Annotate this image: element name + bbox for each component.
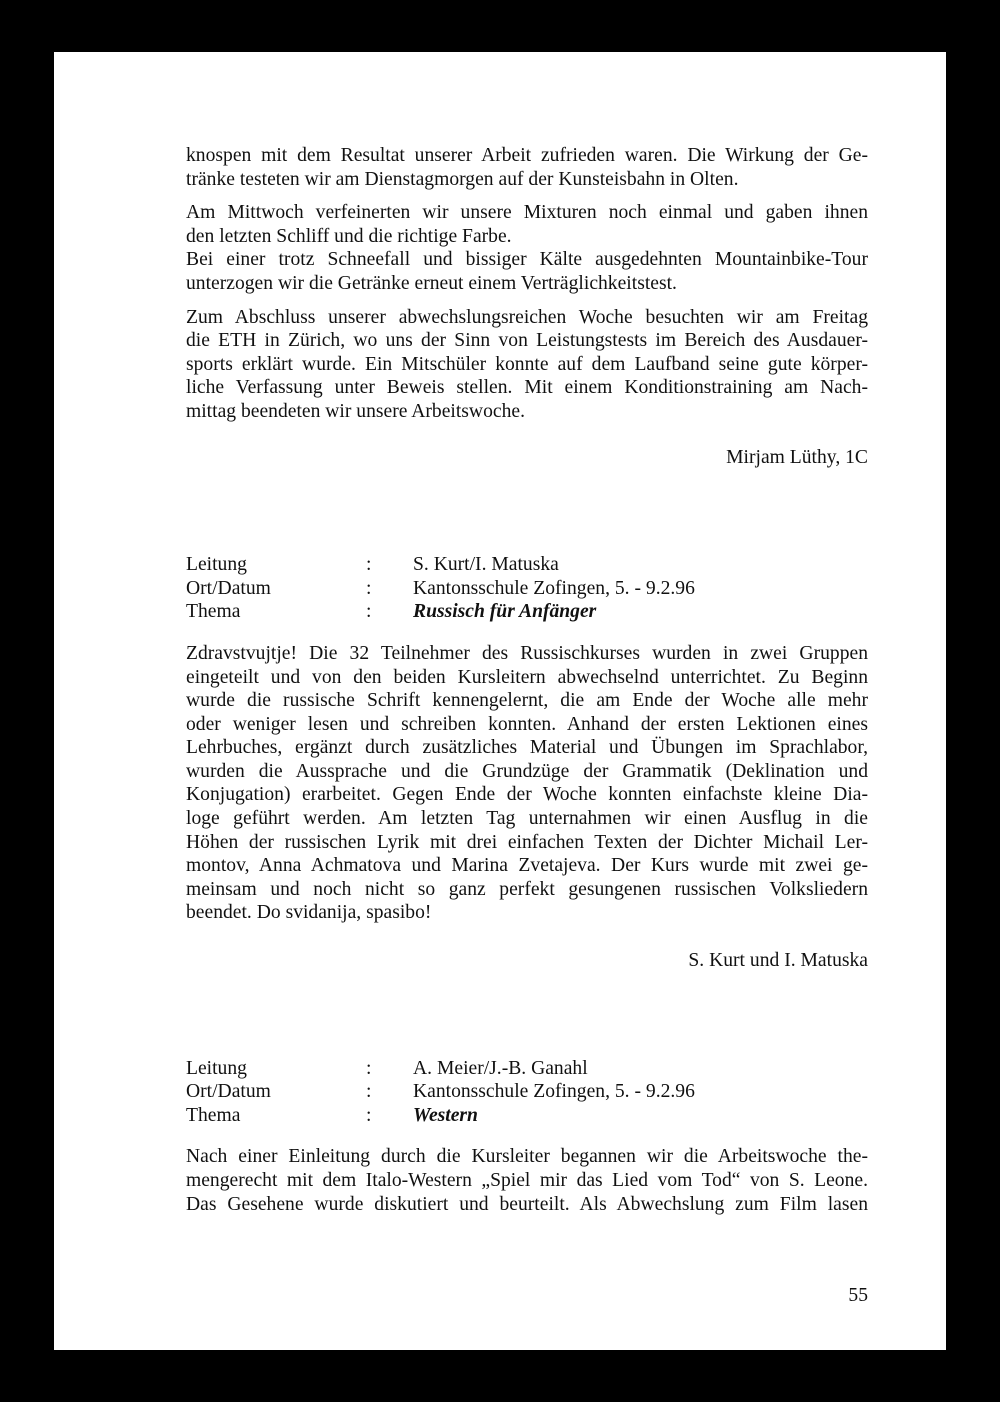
meta-label: Ort/Datum [186,1081,271,1103]
text-line: unterzogen wir die Getränke erneut einem Verträglichkeitstest. [186,272,677,294]
text-line: wurden die Aussprache und die Grundzüge der Grammatik (Deklination und [186,760,868,782]
text-line: die ETH in Zürich, wo uns der Sinn von Leistungstests im Bereich des Ausdauer- [186,330,868,352]
meta-value: A. Meier/J.-B. Ganahl [413,1057,588,1079]
text-line: mengerecht mit dem Italo-Western „Spiel mir das Lied vom Tod“ von S. Leone. [186,1170,868,1191]
text-line: beendet. Do svidanija, spasibo! [186,902,432,924]
meta-row-leitung [186,1057,868,1081]
text-line: Bei einer trotz Schneefall und bissiger Kälte ausgedehnten Mountainbike-Tour [186,249,868,271]
course-meta [186,1057,868,1128]
meta-value: Kantonsschule Zofingen, 5. - 9.2.96 [413,577,695,599]
meta-label: Thema [186,1104,241,1126]
text-line: knospen mit dem Resultat unserer Arbeit zufrieden waren. Die Wirkung der Ge- [186,145,868,166]
meta-label: Thema [186,601,241,623]
text-line: Nach einer Einleitung durch die Kursleiter begannen wir die Arbeitswoche the- [186,1146,868,1168]
text-line: eingeteilt und von den beiden Kursleitern abwechselnd unterrichtet. Zu Beginn [186,666,868,688]
meta-colon: : [366,577,372,599]
meta-label: Leitung [186,1057,247,1079]
text-line: oder weniger lesen und schreiben konnten. Anhand der ersten Lektionen eines [186,713,868,735]
text-line: meinsam und noch nicht so ganz perfekt gesungenen russischen Volksliedern [186,878,868,900]
meta-row-ort-datum [186,1080,868,1104]
page-content [186,144,868,1216]
text-line: den letzten Schliff und die richtige Farbe. [186,225,512,247]
paragraph [186,201,868,248]
course-meta [186,553,868,624]
text-line: wurde die russische Schrift kennengelernt, die am Ende der Woche alle mehr [186,690,868,712]
meta-row-thema [186,600,868,624]
text-line: Höhen der russischen Lyrik mit drei einfachen Texten der Dichter Michail Ler- [186,831,868,853]
meta-colon: : [366,1104,372,1126]
text-line: montov, Anna Achmatova und Marina Zvetajeva. Der Kurs wurde mit zwei ge- [186,855,868,877]
paragraph [186,306,868,424]
meta-colon: : [366,601,372,623]
text-line: liche Verfassung unter Beweis stellen. Mit einem Konditionstraining am Nach- [186,377,868,399]
text-line: loge geführt werden. Am letzten Tag unternahmen wir einen Ausflug in die [186,808,868,830]
page-number: 55 [848,1285,868,1306]
report-section-3 [186,1057,868,1217]
meta-colon: : [366,1081,372,1103]
author-signature: S. Kurt und I. Matuska [688,950,868,972]
meta-colon: : [366,554,372,576]
text-line: Zum Abschluss unserer abwechslungsreichen Woche besuchten wir am Freitag [186,306,868,328]
text-line: Am Mittwoch verfeinerten wir unsere Mixturen noch einmal und gaben ihnen [186,202,868,224]
meta-row-ort-datum [186,577,868,601]
paragraph [186,248,868,295]
meta-colon: : [366,1057,372,1079]
text-line: Das Gesehene wurde diskutiert und beurteilt. Als Abwechslung zum Film lasen [186,1193,868,1215]
text-line: Lehrbuches, ergänzt durch zusätzliches Material und Übungen im Sprachlabor, [186,737,868,759]
meta-label: Leitung [186,554,247,576]
text-line: tränke testeten wir am Dienstagmorgen auf der Kunsteisbahn in Olten. [186,168,739,190]
text-line: Zdravstvujtje! Die 32 Teilnehmer des Russischkurses wurden in zwei Gruppen [186,642,868,664]
paragraph [186,642,868,925]
report-section-2 [186,553,868,973]
course-topic: Russisch für Anfänger [413,601,597,623]
author-signature: Mirjam Lüthy, 1C [726,446,868,468]
paragraph [186,1145,868,1216]
meta-value: S. Kurt/I. Matuska [413,554,559,576]
text-line: mittag beendeten wir unsere Arbeitswoche. [186,400,525,422]
meta-label: Ort/Datum [186,577,271,599]
text-line: sports erklärt wurde. Ein Mitschüler konnte auf dem Laufband seine gute körper- [186,353,868,375]
course-topic: Western [413,1104,478,1126]
document-page [54,52,946,1350]
meta-value: Kantonsschule Zofingen, 5. - 9.2.96 [413,1081,695,1103]
meta-row-thema [186,1104,868,1128]
paragraph [186,144,868,191]
text-line: Konjugation) erarbeitet. Gegen Ende der Woche konnten einfachste kleine Dia- [186,784,868,806]
meta-row-leitung [186,553,868,577]
report-section-1 [186,144,868,469]
